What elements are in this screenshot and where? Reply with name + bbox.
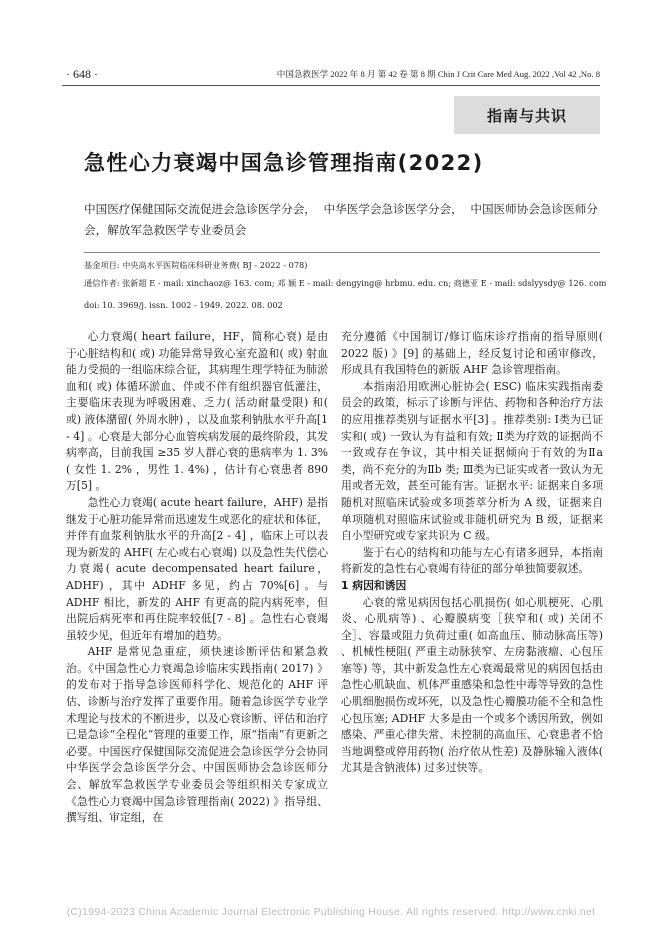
body-paragraph: 鉴于右心的结构和功能与左心有诸多迥异，本指南将新发的急性右心衰竭有待征的部分单独简要叙述。: [341, 545, 603, 576]
section-badge: 指南与共识: [454, 96, 600, 134]
metadata-rule: [84, 252, 600, 253]
body-paragraph: 充分遵循《中国制订/修订临床诊疗指南的指导原则( 2022 版) 》[9] 的基础上，经反复讨论和函审修改，形成具有我国特色的新版 AHF 急诊管理指南。: [341, 330, 603, 377]
body-paragraph: 心衰的常见病因包括心肌损伤( 如心肌梗死、心肌炎、心肌病等) 、心瓣膜病变［狭窄和( 或) 关闭不全］、容量或阻力负荷过重( 如高血压、肺动脉高压等) 、机械性梗阻( 严重主动脉狭窄、左房黏液瘤、心包压塞等) 等，其中新发急性左心衰竭最常见的病因包括由急性心肌缺血、机体严重感染和急性中毒等导致的急性心肌细胞损伤或坏死，以及急性心瓣膜功能不全和急性心包压塞; ADHF 大多是由一个或多个诱因所致，例如感染、严重心律失常、未控制的高血压、心衰患者不恰当地调整或停用药物( 治疗依从性差) 及静脉输入液体( 尤其是含钠液体) 过多过快等。: [341, 595, 603, 775]
body-paragraph: 急性心力衰竭( acute heart failure，AHF) 是指继发于心脏功能异常而迅速发生或恶化的症状和体征，并伴有血浆利钠肽水平的升高[2 - 4] ，临床上可以表现为新发的 AHF( 左心或右心衰竭) 以及急性失代偿心力衰竭( acute decompensated heart failure，ADHF) ，其中 ADHF 多见，约占 70%[6] 。与 ADHF 相比，新发的 AHF 有更高的院内病死率，但出院后病死率和再住院率较低[7 - 8] 。急性右心衰竭虽较少见，但近年有增加的趋势。: [66, 495, 328, 642]
page-number: · 648 ·: [66, 67, 98, 81]
article-title: 急性心力衰竭中国急诊管理指南(2022): [84, 151, 484, 175]
doi: doi: 10. 3969/j. issn. 1002 - 1949. 2022. 08. 002: [84, 300, 283, 310]
correspondence-note: 通信作者: 张新超 E - mail: xinchaoz@ 163. com; 邓 颖 E - mail: dengying@ hrbmu. edu. cn; 商德亚 E - mail: sdslyysdy@ 126. com: [84, 278, 607, 288]
left-column: [66, 329, 328, 827]
header-rule: [62, 85, 600, 86]
body-paragraph: 本指南沿用欧洲心脏协会( ESC) 临床实践指南委员会的政策，标示了诊断与评估、药物和各种治疗方法的应用推荐类别与证据水平[3] 。推荐类别: Ⅰ类为已证实和( 或) 一致认为有益和有效; Ⅱ类为疗效的证据尚不一致或存在争议，其中相关证据倾向于有效的为Ⅱa 类，尚不充分的为Ⅱb 类; Ⅲ类为已证实或者一致认为无用或者无效，甚至可能有害。证据水平: 证据来自多项随机对照临床试验或多项荟萃分析为 A 级，证据来自单项随机对照临床试验或非随机研究为 B 级，证据来自小型研究或专家共识为 C 级。: [341, 379, 603, 543]
author-organizations: 中国医疗保健国际交流促进会急诊医学分会， 中华医学会急诊医学分会， 中国医师协会急诊医师分会，解放军急救医学专业委员会: [84, 202, 598, 237]
section-heading: 1 病因和诱因: [341, 578, 407, 592]
right-column: [341, 329, 603, 777]
copyright-footer: (C)1994-2023 China Academic Journal Electronic Publishing House. All rights reserved. http://www.cnki.net: [66, 906, 596, 918]
funding-note: 基金项目: 中央高水平医院临床科研业务费( BJ - 2022 - 078): [84, 260, 308, 270]
body-paragraph: 心力衰竭( heart failure，HF，简称心衰) 是由于心脏结构和( 或) 功能异常导致心室充盈和( 或) 射血能力受损的一组临床综合征，其病理生理学特征为肺淤血和( 或) 体循环淤血、伴或不伴有组织器官低灌注，主要临床表现为呼吸困难、乏力( 活动耐量受限) 和( 或) 液体潴留( 外周水肿) ，以及血浆利钠肽水平升高[1 - 4] 。心衰是大部分心血管疾病发展的最终阶段，其发病率高，目前我国 ≥35 岁人群心衰的患病率为 1. 3%( 女性 1. 2% ，男性 1. 4%) ，估计有心衰患者 890 万[5] 。: [66, 330, 328, 493]
running-head: 中国急救医学 2022 年 8 月 第 42 卷 第 8 期 Chin J Crit Care Med Aug. 2022 ,Vol 42 ,No. 8: [276, 69, 600, 79]
body-paragraph: AHF 是常见急重症，须快速诊断评估和紧急救治。《中国急性心力衰竭急诊临床实践指南( 2017) 》的发布对于指导急诊医师科学化、规范化的 AHF 评估、诊断与治疗发挥了重要作用。随着急诊医学专业学术理论与技术的不断进步，以及心衰诊断、评估和治疗已是急诊“全程化”管理的重要工作，原“指南”有更新之必要。中国医疗保健国际交流促进会急诊医学分会协同中华医学会急诊医学分会、中国医师协会急诊医师分会、解放军急救医学专业委员会等组织相关专家成立《急性心力衰竭中国急诊管理指南( 2022) 》指导组、撰写组、审定组，在: [66, 645, 328, 825]
